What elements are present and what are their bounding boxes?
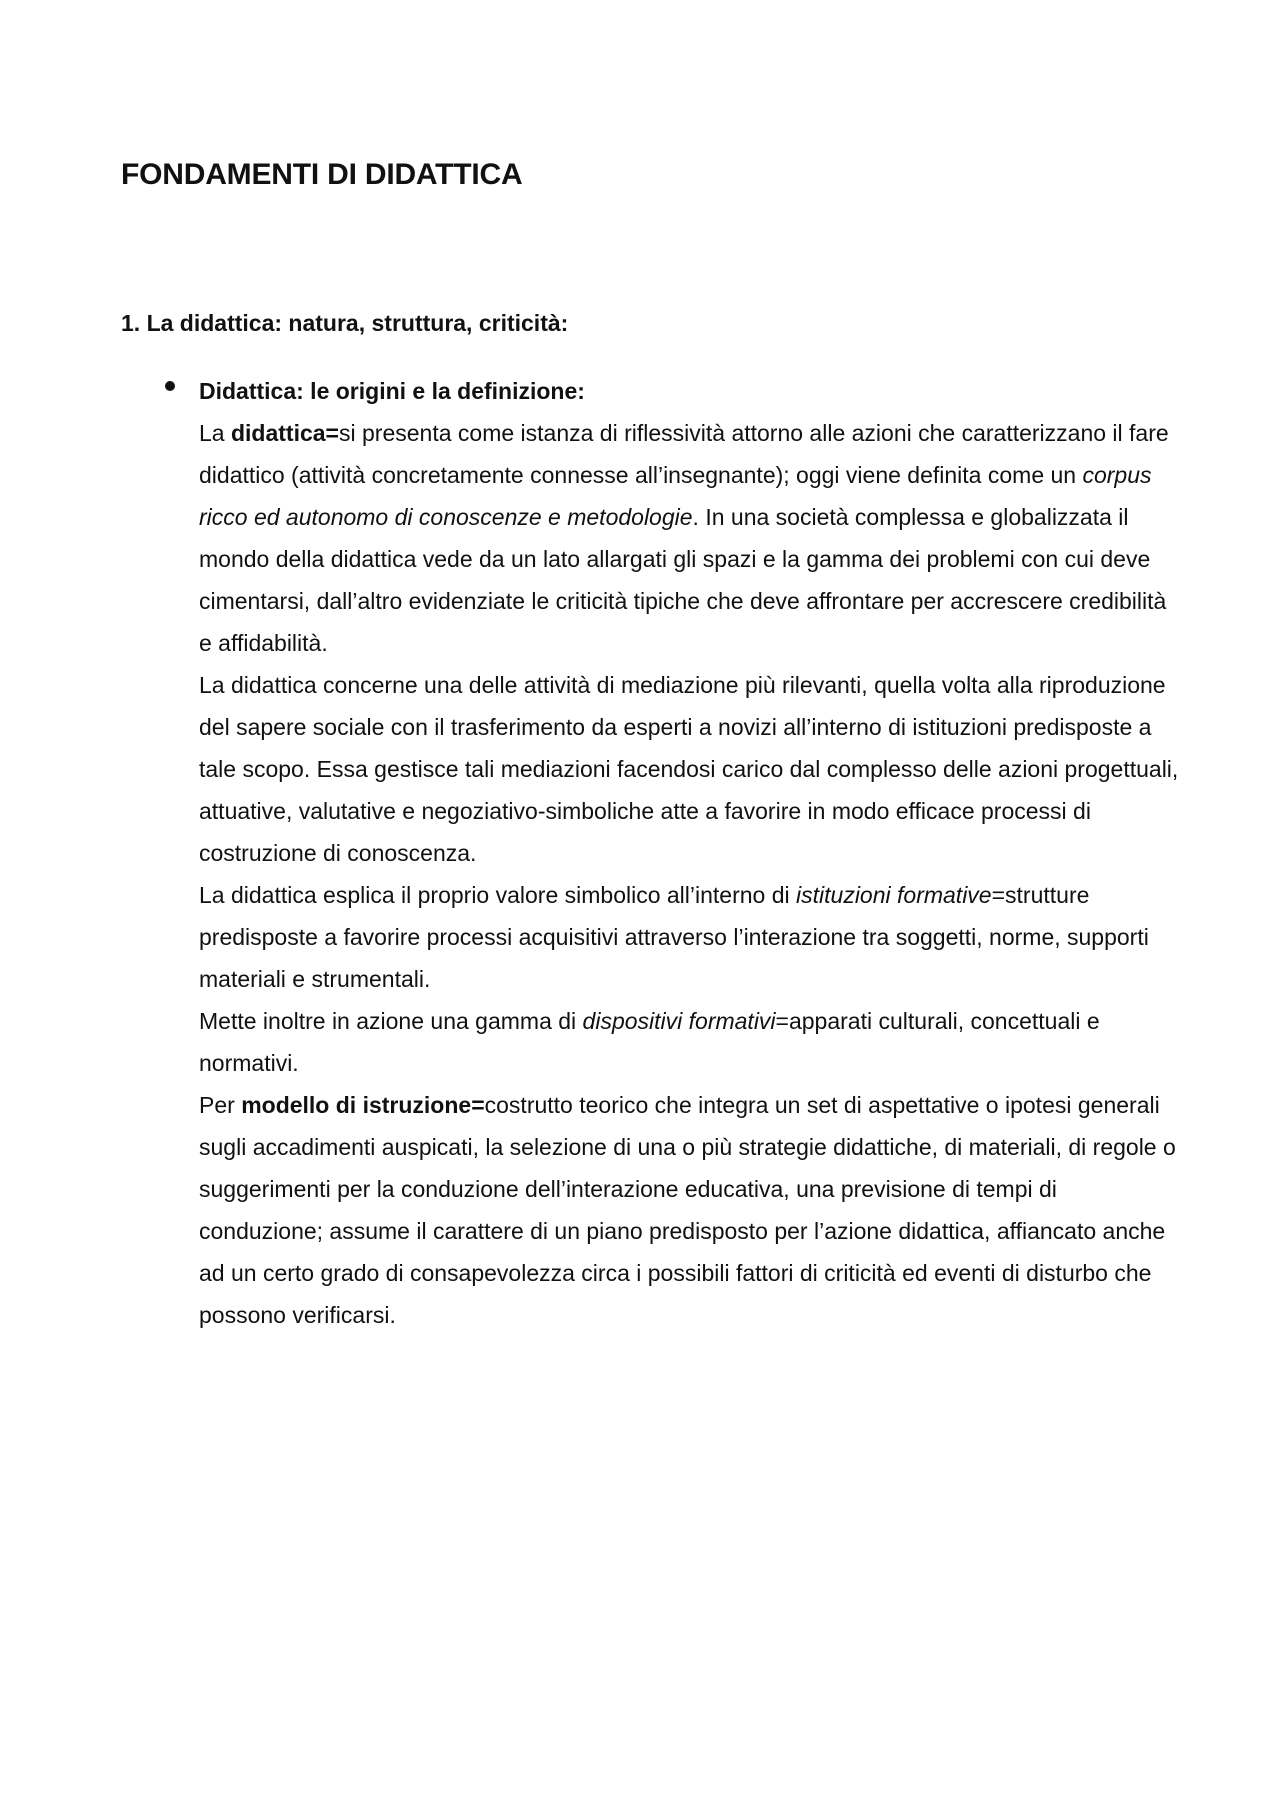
italic-term: istituzioni formative: [796, 882, 992, 908]
text-run: Mette inoltre in azione una gamma di: [199, 1008, 583, 1034]
bold-term: modello di istruzione=: [241, 1092, 485, 1118]
text-run: La didattica concerne una delle attività di mediazione più rilevanti, quella volta alla riproduzione del sapere sociale con il trasferimento da esperti a novizi all’interno di istituzioni predisposte a tale scopo. Essa gestisce tali mediazioni facendosi carico dal complesso delle azioni progettuali, attuative, valutative e negoziativo-simboliche atte a favorire in modo efficace processi di costruzione di conoscenza.: [199, 672, 1179, 866]
text-run: si presenta come istanza di riflessività attorno alle azioni che caratterizzano il fare didattico (attività concretamente connesse all’insegnante); oggi viene definita come un: [199, 420, 1169, 488]
text-run: Per: [199, 1092, 242, 1118]
text-run: La didattica esplica il proprio valore simbolico all’interno di: [199, 882, 797, 908]
paragraph-mediation: [199, 664, 1179, 874]
paragraph-institutions: [199, 874, 1179, 1000]
text-run: =apparati culturali, concettuali e normativi.: [199, 1008, 1100, 1076]
italic-term: dispositivi formativi: [582, 1008, 776, 1034]
bullet-content: [199, 370, 1179, 1336]
italic-term: corpus ricco ed autonomo di conoscenze e metodologie: [199, 462, 1152, 530]
text-run: . In una società complessa e globalizzata il mondo della didattica vede da un lato allargati gli spazi e la gamma dei problemi con cui deve cimentarsi, dall’altro evidenziate le criticità tipiche che deve affrontare per accrescere credibilità e affidabilità.: [199, 504, 1167, 656]
bullet-heading: Didattica: le origini e la definizione:: [199, 378, 585, 404]
bullet-icon: [165, 381, 175, 391]
bold-term: didattica=: [230, 420, 339, 446]
section-heading: 1. La didattica: natura, struttura, criticità:: [121, 310, 569, 336]
text-run: costrutto teorico che integra un set di aspettative o ipotesi generali sugli accadimenti auspicati, la selezione di una o più strategie didattiche, di materiali, di regole o suggerimenti per la conduzione dell’interazione educativa, una previsione di tempi di conduzione; assume il carattere di un piano predisposto per l’azione didattica, affiancato anche ad un certo grado di consapevolezza circa i possibili fattori di criticità ed eventi di disturbo che possono verificarsi.: [199, 1092, 1176, 1328]
paragraph-devices: [199, 1000, 1179, 1084]
paragraph-instruction-model: [199, 1084, 1179, 1336]
text-run: La: [199, 420, 231, 446]
text-run: =strutture predisposte a favorire processi acquisitivi attraverso l’interazione tra soggetti, norme, supporti materiali e strumentali.: [199, 882, 1149, 992]
paragraph-definition: [199, 412, 1179, 664]
document-title: FONDAMENTI DI DIDATTICA: [121, 158, 523, 191]
